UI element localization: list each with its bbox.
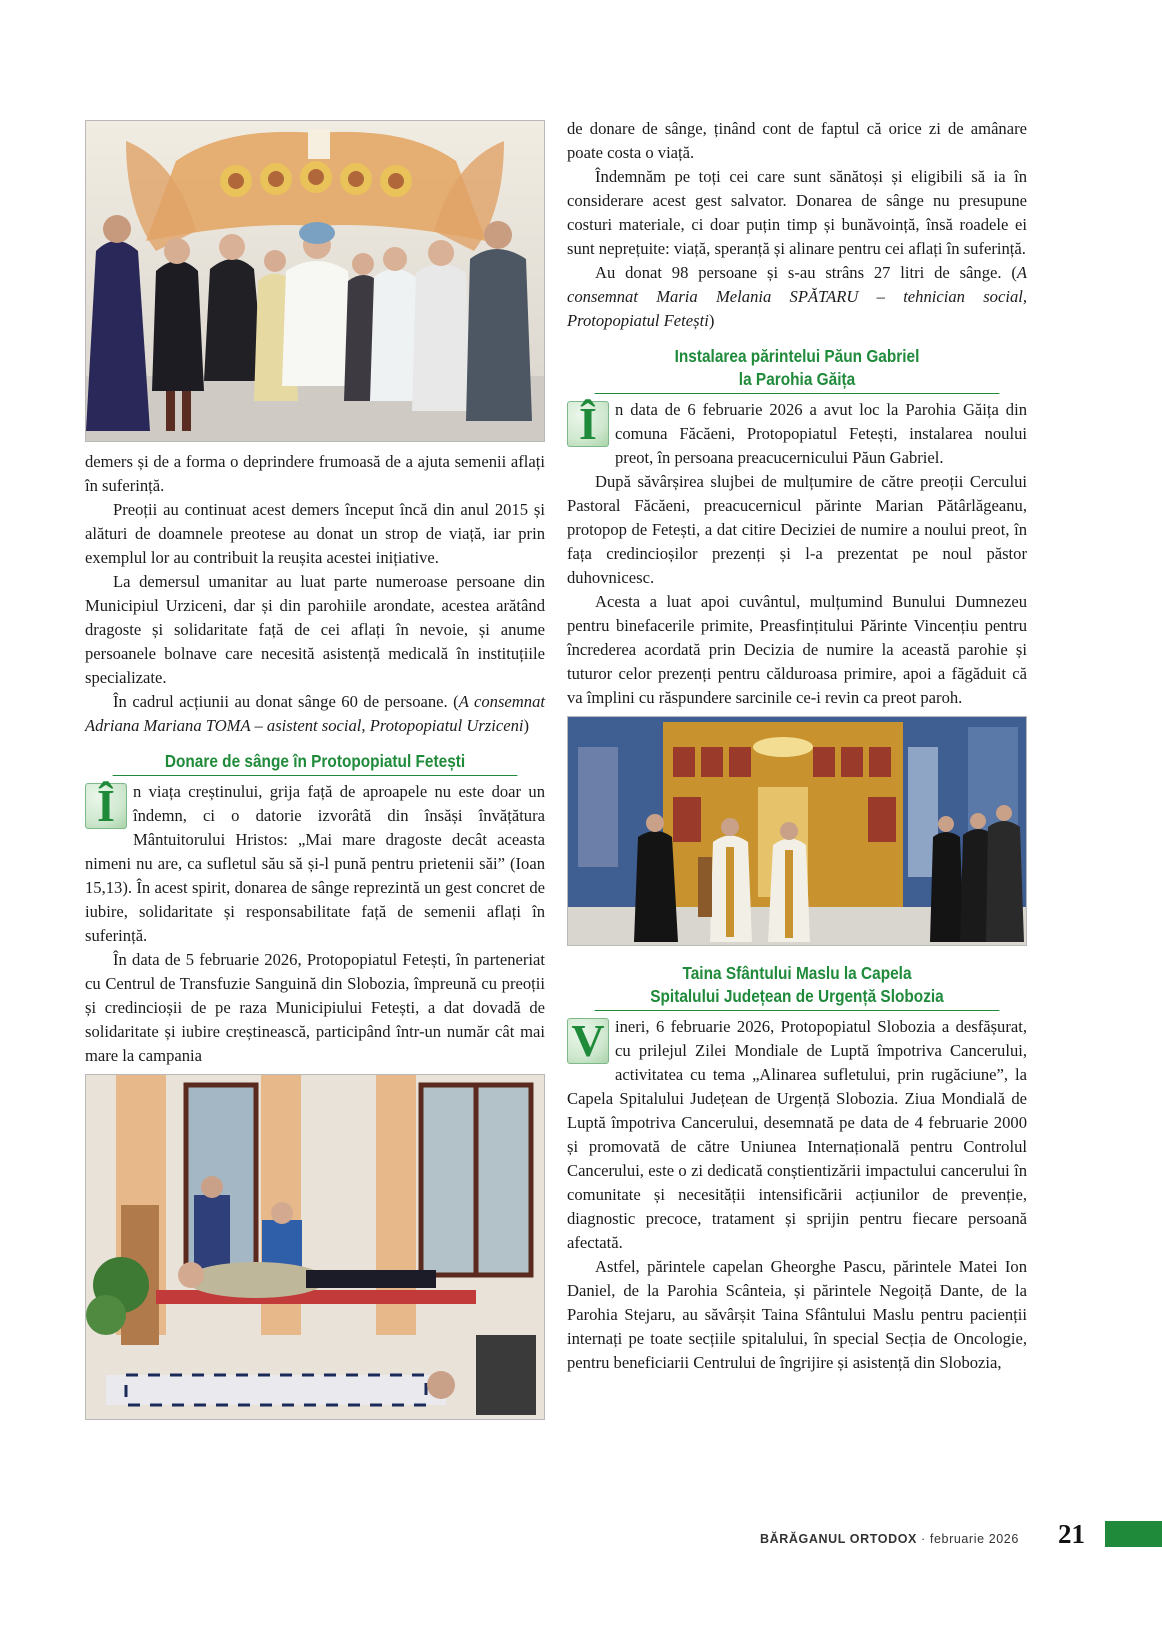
paragraph: La demersul umanitar au luat parte numeroase persoane din Municipiul Urziceni, dar și din parohiile arondate, acestea arătând dragoste și solidaritate față de cei aflați în nevoie, și anume persoanele bolnave care necesită asistență medicală în instituțiile specializate.	[85, 572, 545, 687]
blood-donation-photo	[85, 1074, 545, 1420]
dropcap-letter: Î	[567, 401, 609, 447]
paragraph-with-signature	[85, 690, 545, 738]
church-installation-photo-image	[568, 717, 1026, 945]
section-title-line: Instalarea părintelui Păun Gabriel	[674, 346, 920, 366]
section-title-line: la Parohia Găița	[738, 369, 856, 389]
paragraph: Îndemnăm pe toți cei care sunt sănătoși și eligibili să ia în considerare acest gest salvator. Donarea de sânge nu presupune costuri materiale, ci doar puțin timp și bunăvoință, însă roadele ei sunt neprețuite: viață, speranță și alinare pentru cei aflați în suferință.	[567, 167, 1027, 258]
page-number: 21	[1058, 1519, 1085, 1549]
page-accent-bar	[1105, 1521, 1162, 1547]
dropcap-paragraph	[85, 780, 545, 948]
group-photo-urziceni-image	[86, 121, 544, 441]
paragraph: Acesta a luat apoi cuvântul, mulțumind Bunului Dumnezeu pentru binefacerile primite, Preasfințitului Părinte Vincențiu pentru încrederea acordată prin Decizia de numire la această parohie și tuturor celor prezenți pentru călduroasa primire, apoi a făgăduit că va împlini cu răspundere sarcinile ce-i revin ca preot paroh.	[567, 592, 1027, 707]
right-column	[567, 120, 1027, 1375]
dropcap-paragraph	[567, 398, 1027, 470]
paragraph: Preoții au continuat acest demers început încă din anul 2015 și alături de doamnele preotese au donat un strop de viață, iar prin exemplul lor au contribuit la reușita acestei inițiative.	[85, 500, 545, 567]
author-signature: A consemnat Maria Melania SPĂTARU – tehnician social, Protopopiatul Fetești	[567, 263, 1027, 330]
paragraph: n data de 6 februarie 2026 a avut loc la Parohia Găița din comuna Făcăeni, Protopopiatul Fetești, instalarea noului preot, în persoana preacucernicului Păun Gabriel.	[615, 400, 1027, 467]
page-footer	[760, 1532, 1019, 1546]
left-column	[85, 120, 545, 1420]
dropcap-letter: V	[567, 1018, 609, 1064]
paragraph: Astfel, părintele capelan Gheorghe Pascu, părintele Matei Ion Daniel, de la Parohia Scânteia, și părintele Negoiță Dante, de la Parohia Stejaru, au săvârșit Taina Sfântului Maslu pentru pacienții internați pe toate secțiile spitalului, în special Secția de Oncologie, pentru beneficiarii Centrului de îngrijire și asistență din Slobozia,	[567, 1257, 1027, 1372]
church-installation-photo	[567, 716, 1027, 946]
paragraph: n viața creștinului, grija față de aproapele nu este doar un îndemn, ci o datorie izvorâtă din însăși învățătura Mântuitorului Hristos: „Mai mare dragoste decât aceasta nimeni nu are, ca sufletul său să și-l pună pentru prietenii săi” (Ioan 15,13). În acest spirit, donarea de sânge reprezintă un gest concret de iubire, solidaritate și responsabilitate față de semenii aflați în suferință.	[85, 782, 545, 945]
paragraph: ineri, 6 februarie 2026, Protopopiatul Slobozia a desfășurat, cu prilejul Zilei Mondiale de Luptă împotriva Cancerului, activitatea cu tema „Alinarea sufletului, prin rugăciune”, la Capela Spitalului Județean de Urgență Slobozia. Ziua Mondială de Luptă împotriva Cancerului, desemnată pe data de 4 februarie 2000 și promovată de către Uniunea Internațională pentru Controlul Cancerului, este o zi dedicată conștientizării impactului cancerului în comunitate și necesității intensificării acțiunilor de prevenție, diagnostic precoce, tratament și sprijin pentru fiecare persoană afectată.	[567, 1017, 1027, 1252]
footer-separator: ·	[916, 1532, 930, 1546]
paragraph: În data de 5 februarie 2026, Protopopiatul Fetești, în parteneriat cu Centrul de Transfuzie Sanguină din Slobozia, împreună cu preoții și credincioșii de pe raza Municipiului Fetești, a dat dovadă de solidaritate și iubire creștinească, participând într-un număr cât mai mare la campania	[85, 950, 545, 1065]
paragraph-text: În cadrul acțiunii au donat sânge 60 de persoane. (	[113, 692, 459, 711]
section-title: Donare de sânge în Protopopiatul Fetești	[113, 750, 518, 776]
paragraph: demers și de a forma o deprindere frumoasă de a ajuta semenii aflați în suferință.	[85, 452, 545, 495]
publication-name: BĂRĂGANUL ORTODOX	[760, 1532, 917, 1546]
paren-close: )	[708, 311, 715, 330]
paren-close: )	[523, 716, 530, 735]
section-title	[595, 962, 1000, 1011]
issue-date: februarie 2026	[929, 1532, 1019, 1546]
group-photo-urziceni	[85, 120, 545, 442]
section-title-line: Taina Sfântului Maslu la Capela	[682, 963, 912, 983]
dropcap-paragraph	[567, 1015, 1027, 1255]
paragraph-text: Au donat 98 persoane și s-au strâns 27 litri de sânge. (	[595, 263, 1017, 282]
paragraph: de donare de sânge, ținând cont de faptul că orice zi de amânare poate costa o viață.	[567, 119, 1027, 162]
section-title	[595, 345, 1000, 394]
paragraph: După săvârșirea slujbei de mulțumire de către preoții Cercului Pastoral Făcăeni, preacucernicul părinte Marian Pătârlăgeanu, protopop de Fetești, a dat citire Deciziei de numire a noului preot, în fața credincioșilor prezenți și l-a prezentat pe noul păstor duhovnicesc.	[567, 472, 1027, 587]
author-signature: A consemnat Adriana Mariana TOMA – asistent social, Protopopiatul Urziceni	[85, 692, 545, 735]
section-title-line: Spitalului Județean de Urgență Slobozia	[650, 986, 944, 1006]
paragraph-with-signature	[567, 261, 1027, 333]
blood-donation-photo-image	[86, 1075, 544, 1419]
dropcap-letter: Î	[85, 783, 127, 829]
